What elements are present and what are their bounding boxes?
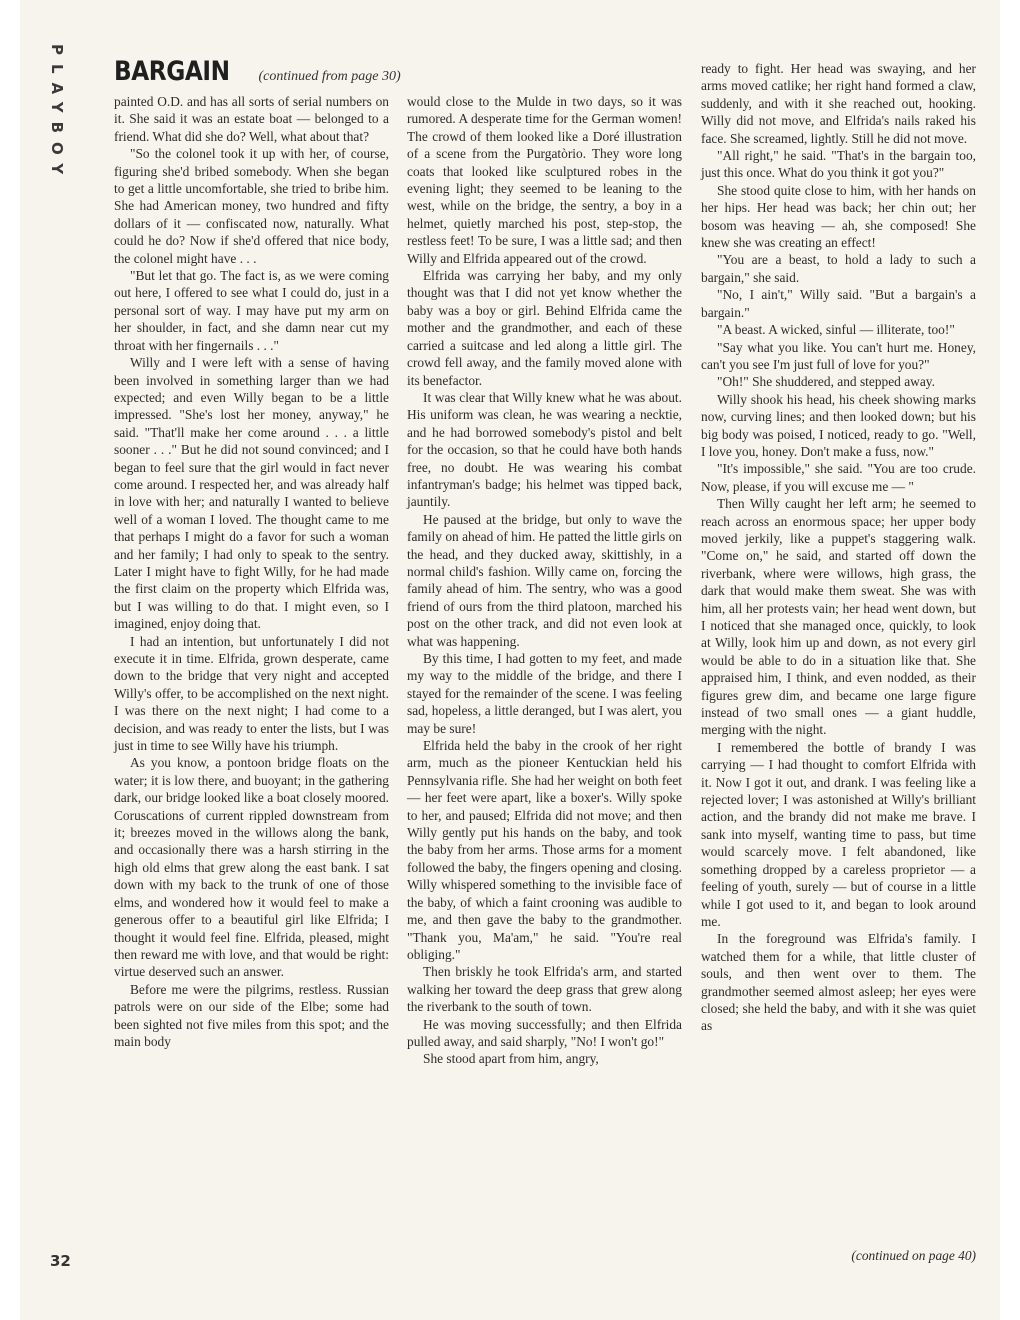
paragraph: "But let that go. The fact is, as we were coming out here, I offered to see what I could do, just in a personal sort of way. I may have put my arm on her shoulder, in fact, and she damn near cut my throat with her fingernails . . ." bbox=[114, 268, 389, 353]
paragraph: "All right," he said. "That's in the bargain too, just this once. What do you think it got you?" bbox=[701, 148, 976, 181]
paragraph: would close to the Mulde in two days, so it was rumored. A desperate time for the German women! The crowd of them looked like a Doré illustration of a scene from the Purgatòrio. They wore long coats that looked like sculptured robes in the evening light; they seemed to be leaning to the west, while on the bridge, the sentry, a boy in a helmet, quietly marched his post, step-stop, the restless feet! To be sure, I was a little sad; and then Willy and Elfrida appeared out of the crowd. bbox=[407, 94, 682, 266]
continued-from: (continued from page 30) bbox=[258, 69, 401, 84]
text-column-3 bbox=[701, 60, 976, 1035]
paragraph: Elfrida was carrying her baby, and my only thought was that I did not yet know whether the baby was a boy or girl. Behind Elfrida came the mother and the grandmother, and each of these carried a suitcase and led along a little girl. The crowd fell away, and the family moved alone with its benefactor. bbox=[407, 268, 682, 388]
paragraph: I remembered the bottle of brandy I was carrying — I had thought to comfort Elfrida with it. Now I got it out, and drank. I was feeling like a rejected lover; I was astonished at Willy's brilliant action, and the brandy did not make me brave. I sank into myself, wanting time to pass, but time would scarcely move. I felt abandoned, like something dropped by a careless proprietor — a feeling of youth, surely — but of course in a little while I got used to it, and began to look around me. bbox=[701, 739, 976, 929]
masthead: PLAYBOY bbox=[48, 44, 66, 184]
article-title: BARGAIN bbox=[114, 56, 230, 87]
paragraph: ready to fight. Her head was swaying, and her arms moved catlike; her right hand formed a claw, suddenly, and with it she reached out, hooking. Willy did not move, and Elfrida's nails raked his face. She screamed, lightly. Still he did not move. bbox=[701, 61, 976, 146]
paragraph: As you know, a pontoon bridge floats on the water; it is low there, and buoyant; in the gathering dark, our bridge looked like a boat closely moored. Coruscations of current rippled downstream from it; breezes moved in the willows along the bank, and occasionally there was a harsh stirring in the high old elms that grew along the east bank. I sat down with my back to the trunk of one of those elms, and wondered how it would feel to make a generous offer to a beautiful girl like Elfrida; I thought it would feel fine. Elfrida, pleased, might then reward me with love, and that would be right: virtue deserved such an answer. bbox=[114, 755, 389, 980]
paragraph: Willy shook his head, his cheek showing marks now, curving lines; and then looked down; but his big body was poised, I noticed, ready to go. "Well, I love you, honey. Don't make a fuss, now." bbox=[701, 391, 976, 459]
paragraph: Before me were the pilgrims, restless. Russian patrols were on our side of the Elbe; some had been sighted not five miles from this spot; and the main body bbox=[114, 981, 389, 1049]
paragraph: "You are a beast, to hold a lady to such a bargain," she said. bbox=[701, 252, 976, 285]
paragraph: Then Willy caught her left arm; he seemed to reach across an enormous space; her upper body moved jerkily, like a puppet's staggering walk. "Come on," he said, and started off down the riverbank, where were willows, high grass, the dark that would make them sweat. She was with him, all her protests vain; her head went down, but I noticed that she managed once, quickly, to look at Willy, look him up and down, as not every girl would be able to do in a situation like that. She appraised him, I think, and even nodded, as their figures grew dim, and became one large figure instead of two small ones — a giant huddle, merging with the night. bbox=[701, 496, 976, 738]
paragraph: "Oh!" She shuddered, and stepped away. bbox=[717, 374, 935, 390]
page-number: 32 bbox=[50, 1252, 71, 1270]
text-column-2 bbox=[407, 93, 682, 1068]
paragraph: She stood quite close to him, with her hands on her hips. Her head was back; her chin out; her bosom was heaving — ah, she composed! She knew she was creating an effect! bbox=[701, 182, 976, 251]
paragraph: By this time, I had gotten to my feet, and made my way to the middle of the bridge, and there I stayed for the remainder of the scene. I was feeling sad, hopeless, a little deranged, but I was alert, you may be sure! bbox=[407, 651, 682, 736]
paragraph: "Say what you like. You can't hurt me. Honey, can't you see I'm just full of love for you?" bbox=[701, 339, 976, 372]
paragraph: Willy and I were left with a sense of having been involved in something larger than we had expected; and even Willy began to be a little impressed. "She's lost her money, anyway," he said. "That'll make her come around . . . a little sooner . . ." But he did not sound convinced; and I began to feel sure that the girl would in fact never come around. I respected her, and was already half in love with her; and naturally I wanted to believe well of a woman I loved. The thought came to me that perhaps I might do a favor for such a woman and her family; I had only to speak to the sentry. Later I might have to fight Willy, for he had made the first claim on the property which Elfrida was, but I was willing to do that. I might even, so I imagined, enjoy doing that. bbox=[114, 355, 389, 632]
paragraph: painted O.D. and has all sorts of serial numbers on it. She said it was an estate boat — belonged to a friend. What did she do? Well, what about that? bbox=[114, 94, 389, 144]
paragraph: He was moving successfully; and then Elfrida pulled away, and said sharply, "No! I won't go!" bbox=[407, 1016, 682, 1049]
headline bbox=[114, 56, 401, 87]
paragraph: Then briskly he took Elfrida's arm, and started walking her toward the deep grass that grew along the riverbank to the south of town. bbox=[407, 964, 682, 1015]
paragraph: He paused at the bridge, but only to wave the family on ahead of him. He patted the little girls on the head, and they ducked away, skittishly, in a normal child's fashion. Willy came on, forcing the family ahead of him. The sentry, who was a good friend of ours from the third platoon, marched his post on the other track, and did not even look at what was happening. bbox=[407, 511, 682, 649]
paragraph: "A beast. A wicked, sinful — illiterate, too!" bbox=[717, 322, 955, 338]
magazine-page bbox=[20, 0, 1000, 1320]
paragraph: In the foreground was Elfrida's family. I watched them for a while, that little cluster of souls, and then went over to them. The grandmother seemed almost asleep; her eyes were closed; she held the baby, and with it she was quiet as bbox=[701, 931, 976, 1034]
continued-on: (continued on page 40) bbox=[851, 1248, 976, 1263]
paragraph: "It's impossible," she said. "You are too crude. Now, please, if you will excuse me — " bbox=[701, 461, 976, 494]
paragraph: Elfrida held the baby in the crook of her right arm, much as the pioneer Kentuckian held his Pennsylvania rifle. She had her weight on both feet — her feet were apart, like a boxer's. Willy spoke to her, and paused; Elfrida did not move; and then Willy gently put his hands on the baby, and took the baby from her arms. Those arms for a moment followed the baby, the fingers opening and closing. Willy whispered something to the invisible face of the baby, of which a faint crooning was audible to me, and then gave the baby to the grandmother. "Thank you, Ma'am," he said. "You're real obliging." bbox=[407, 738, 682, 962]
paragraph: I had an intention, but unfortunately I did not execute it in time. Elfrida, grown desperate, came down to the bridge that very night and accepted Willy's offer, to be accomplished on the next night. I was there on the next night; I had come to a decision, and was ready to enter the lists, but I was just in time to see Willy have his triumph. bbox=[114, 633, 389, 754]
paragraph: She stood apart from him, angry, bbox=[423, 1051, 599, 1067]
paragraph: "No, I ain't," Willy said. "But a bargain's a bargain." bbox=[701, 287, 976, 320]
paragraph: "So the colonel took it up with her, of course, figuring she'd bribed somebody. When she began to get a little uncomfortable, she tried to bribe him. She had American money, two hundred and fifty dollars of it — confiscated now, naturally. What could he do? Now if she'd offered that nice body, the colonel might have . . . bbox=[114, 146, 389, 266]
text-column-1 bbox=[114, 93, 389, 1050]
paragraph: It was clear that Willy knew what he was about. His uniform was clean, he was wearing a necktie, and he had borrowed somebody's pistol and belt for the occasion, so that he could have both hands free, no doubt. He was wearing his combat infantryman's badge; his helmet was tipped back, jauntily. bbox=[407, 389, 682, 510]
